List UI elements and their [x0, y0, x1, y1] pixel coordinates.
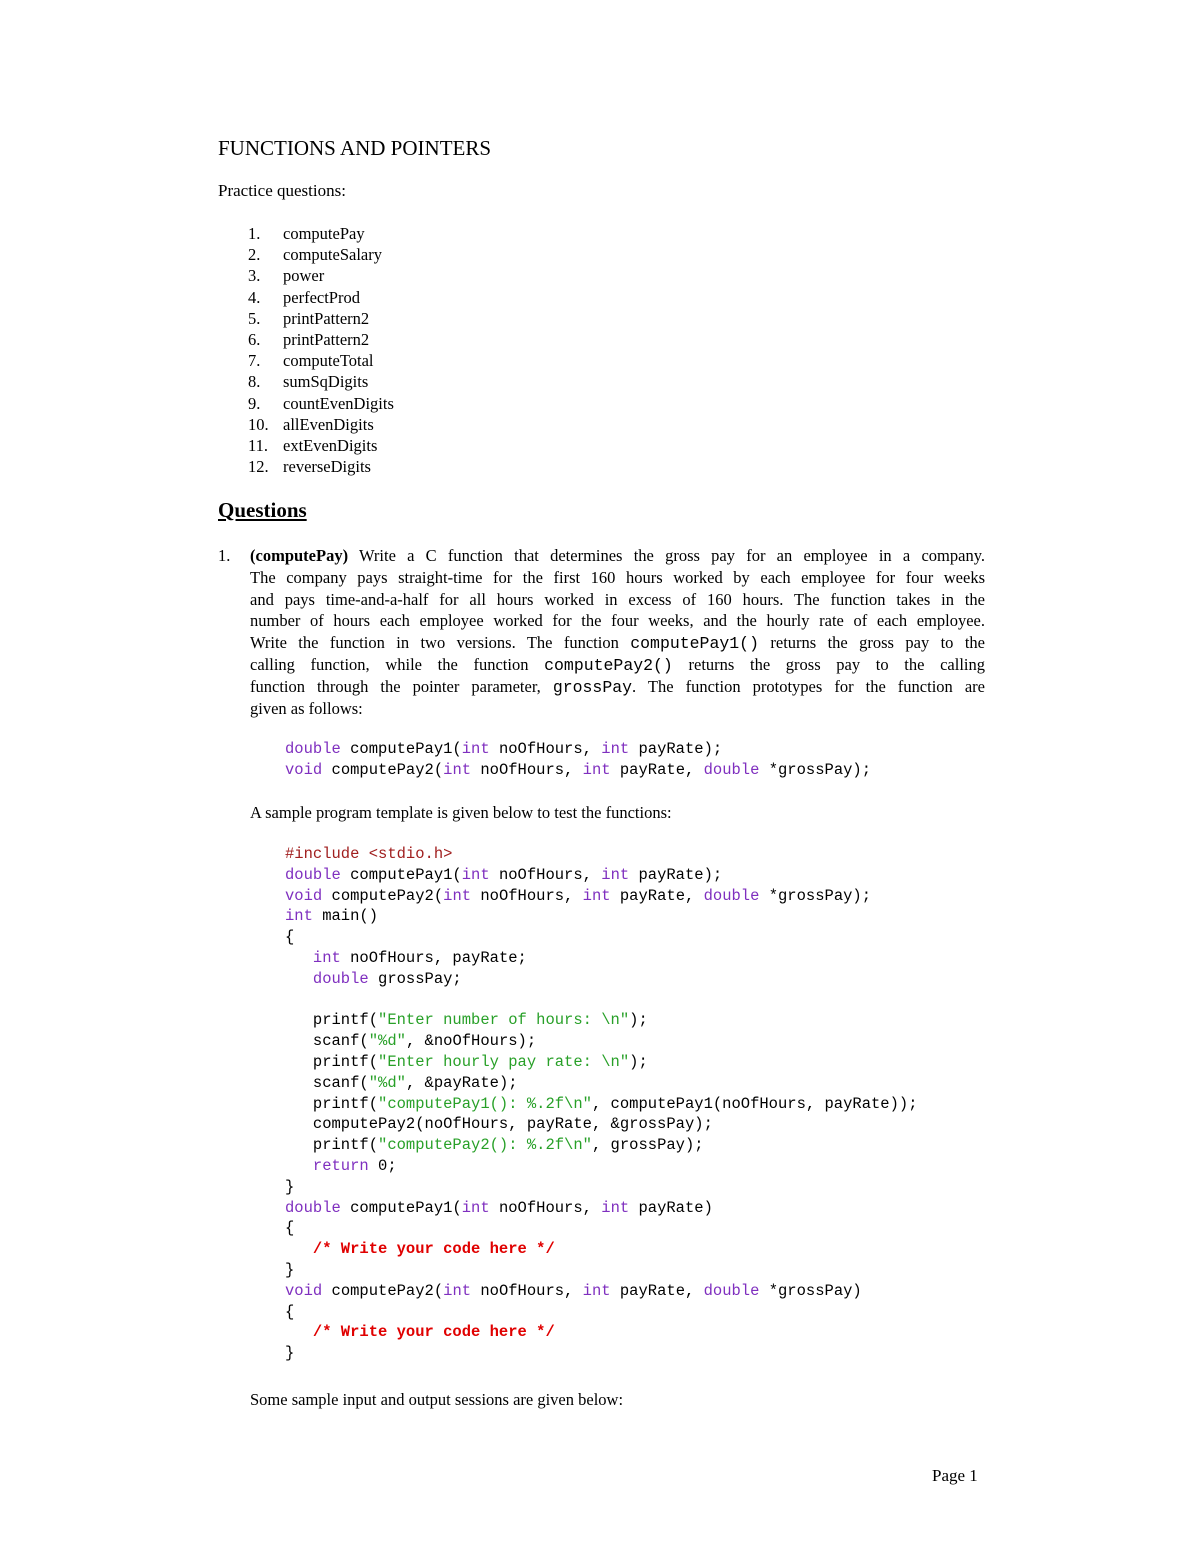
- practice-item-number: 9.: [248, 393, 261, 413]
- practice-item-number: 12.: [248, 457, 269, 477]
- practice-item-label: printPattern2: [283, 329, 370, 349]
- practice-item-label: perfectProd: [283, 287, 360, 307]
- code-line: return 0;: [312, 1156, 397, 1175]
- code-line: int noOfHours, payRate;: [312, 948, 527, 967]
- practice-item-number: 7.: [248, 351, 261, 371]
- code-line: double computePay1(int noOfHours, int payRate);: [285, 865, 723, 884]
- practice-item-label: sumSqDigits: [283, 372, 369, 392]
- paragraph-line: Write the function in two versions. The function computePay1() returns the gross pay to the: [250, 633, 985, 654]
- code-line: [285, 990, 918, 1011]
- paragraph-line: function through the pointer parameter, grossPay. The function prototypes for the function are: [250, 676, 985, 697]
- code-line: {: [285, 1302, 295, 1321]
- function-name: (computePay): [250, 546, 349, 565]
- questions-heading: Questions: [218, 498, 307, 522]
- code-line: scanf("%d", &payRate);: [285, 1073, 518, 1092]
- code-line: double computePay1(int noOfHours, int payRate);: [285, 740, 723, 758]
- template-label: A sample program template is given below to test the functions:: [250, 803, 672, 822]
- paragraph-line: and pays time-and-a-half for all hours worked in excess of 160 hours. The function takes in the: [250, 589, 985, 609]
- code-line: }: [285, 1177, 295, 1196]
- inline-code: grossPay: [552, 677, 633, 697]
- code-line: /* Write your code here */: [312, 1240, 555, 1259]
- practice-item-label: reverseDigits: [283, 457, 371, 477]
- code-line: computePay2(noOfHours, payRate, &grossPay);: [285, 1115, 713, 1134]
- question-number: 1.: [218, 546, 231, 565]
- code-line: scanf("%d", &noOfHours);: [285, 1032, 537, 1051]
- practice-item-number: 10.: [248, 414, 269, 434]
- code-line: double grossPay;: [312, 969, 462, 988]
- practice-item-label: computeSalary: [283, 245, 382, 265]
- code-line: void computePay2(int noOfHours, int payRate, double *grossPay);: [285, 760, 872, 779]
- code-line: }: [285, 1260, 295, 1279]
- paragraph-line: (computePay) Write a C function that determines the gross pay for an employee in a company.: [250, 546, 985, 565]
- prototype-code-block: [285, 739, 871, 781]
- inline-code: computePay2(): [544, 655, 673, 675]
- code-line: /* Write your code here */: [312, 1323, 555, 1342]
- code-line: }: [285, 1344, 295, 1363]
- code-line: printf("Enter hourly pay rate: \n");: [285, 1052, 648, 1071]
- code-line: #include <stdio.h>: [285, 845, 453, 863]
- code-line: printf("computePay2(): %.2f\n", grossPay);: [285, 1136, 704, 1155]
- document-title: FUNCTIONS AND POINTERS: [218, 136, 492, 160]
- page-number: Page 1: [932, 1466, 978, 1485]
- code-line: {: [285, 928, 295, 947]
- practice-item-label: allEvenDigits: [283, 414, 374, 434]
- question-paragraph: [250, 545, 985, 719]
- practice-item-label: computeTotal: [283, 351, 374, 371]
- code-line: {: [285, 1219, 295, 1238]
- paragraph-line: number of hours each employee worked for the four weeks, and the hourly rate of each employee.: [250, 611, 985, 631]
- code-line: printf("computePay1(): %.2f\n", computePay1(noOfHours, payRate));: [285, 1094, 918, 1113]
- practice-item-number: 2.: [248, 245, 261, 265]
- practice-label: Practice questions:: [218, 181, 346, 200]
- paragraph-line: calling function, while the function computePay2() returns the gross pay to the calling: [250, 654, 985, 675]
- practice-item-number: 3.: [248, 266, 261, 286]
- practice-item-number: 6.: [248, 329, 261, 349]
- practice-item-label: extEvenDigits: [283, 435, 378, 455]
- practice-item-label: power: [283, 266, 325, 286]
- code-line: void computePay2(int noOfHours, int payRate, double *grossPay);: [285, 886, 872, 905]
- code-line: void computePay2(int noOfHours, int payRate, double *grossPay): [285, 1281, 862, 1300]
- practice-item-number: 11.: [248, 435, 269, 455]
- paragraph-line: The company pays straight-time for the first 160 hours worked by each employee for four weeks: [250, 567, 985, 587]
- practice-item-label: computePay: [283, 224, 365, 243]
- paragraph-line: given as follows:: [250, 698, 363, 718]
- practice-item-number: 8.: [248, 372, 261, 392]
- sample-label: Some sample input and output sessions are given below:: [250, 1390, 624, 1409]
- practice-item-number: 4.: [248, 287, 261, 307]
- practice-item-number: 1.: [248, 224, 261, 243]
- practice-item-label: printPattern2: [283, 308, 370, 328]
- code-line: double computePay1(int noOfHours, int payRate): [285, 1198, 713, 1217]
- code-line: printf("Enter number of hours: \n");: [285, 1011, 648, 1030]
- practice-item-number: 5.: [248, 308, 261, 328]
- inline-code: computePay1(): [630, 634, 759, 654]
- template-code-block: [285, 844, 918, 1364]
- code-line: int main(): [285, 907, 379, 926]
- practice-item-label: countEvenDigits: [283, 393, 394, 413]
